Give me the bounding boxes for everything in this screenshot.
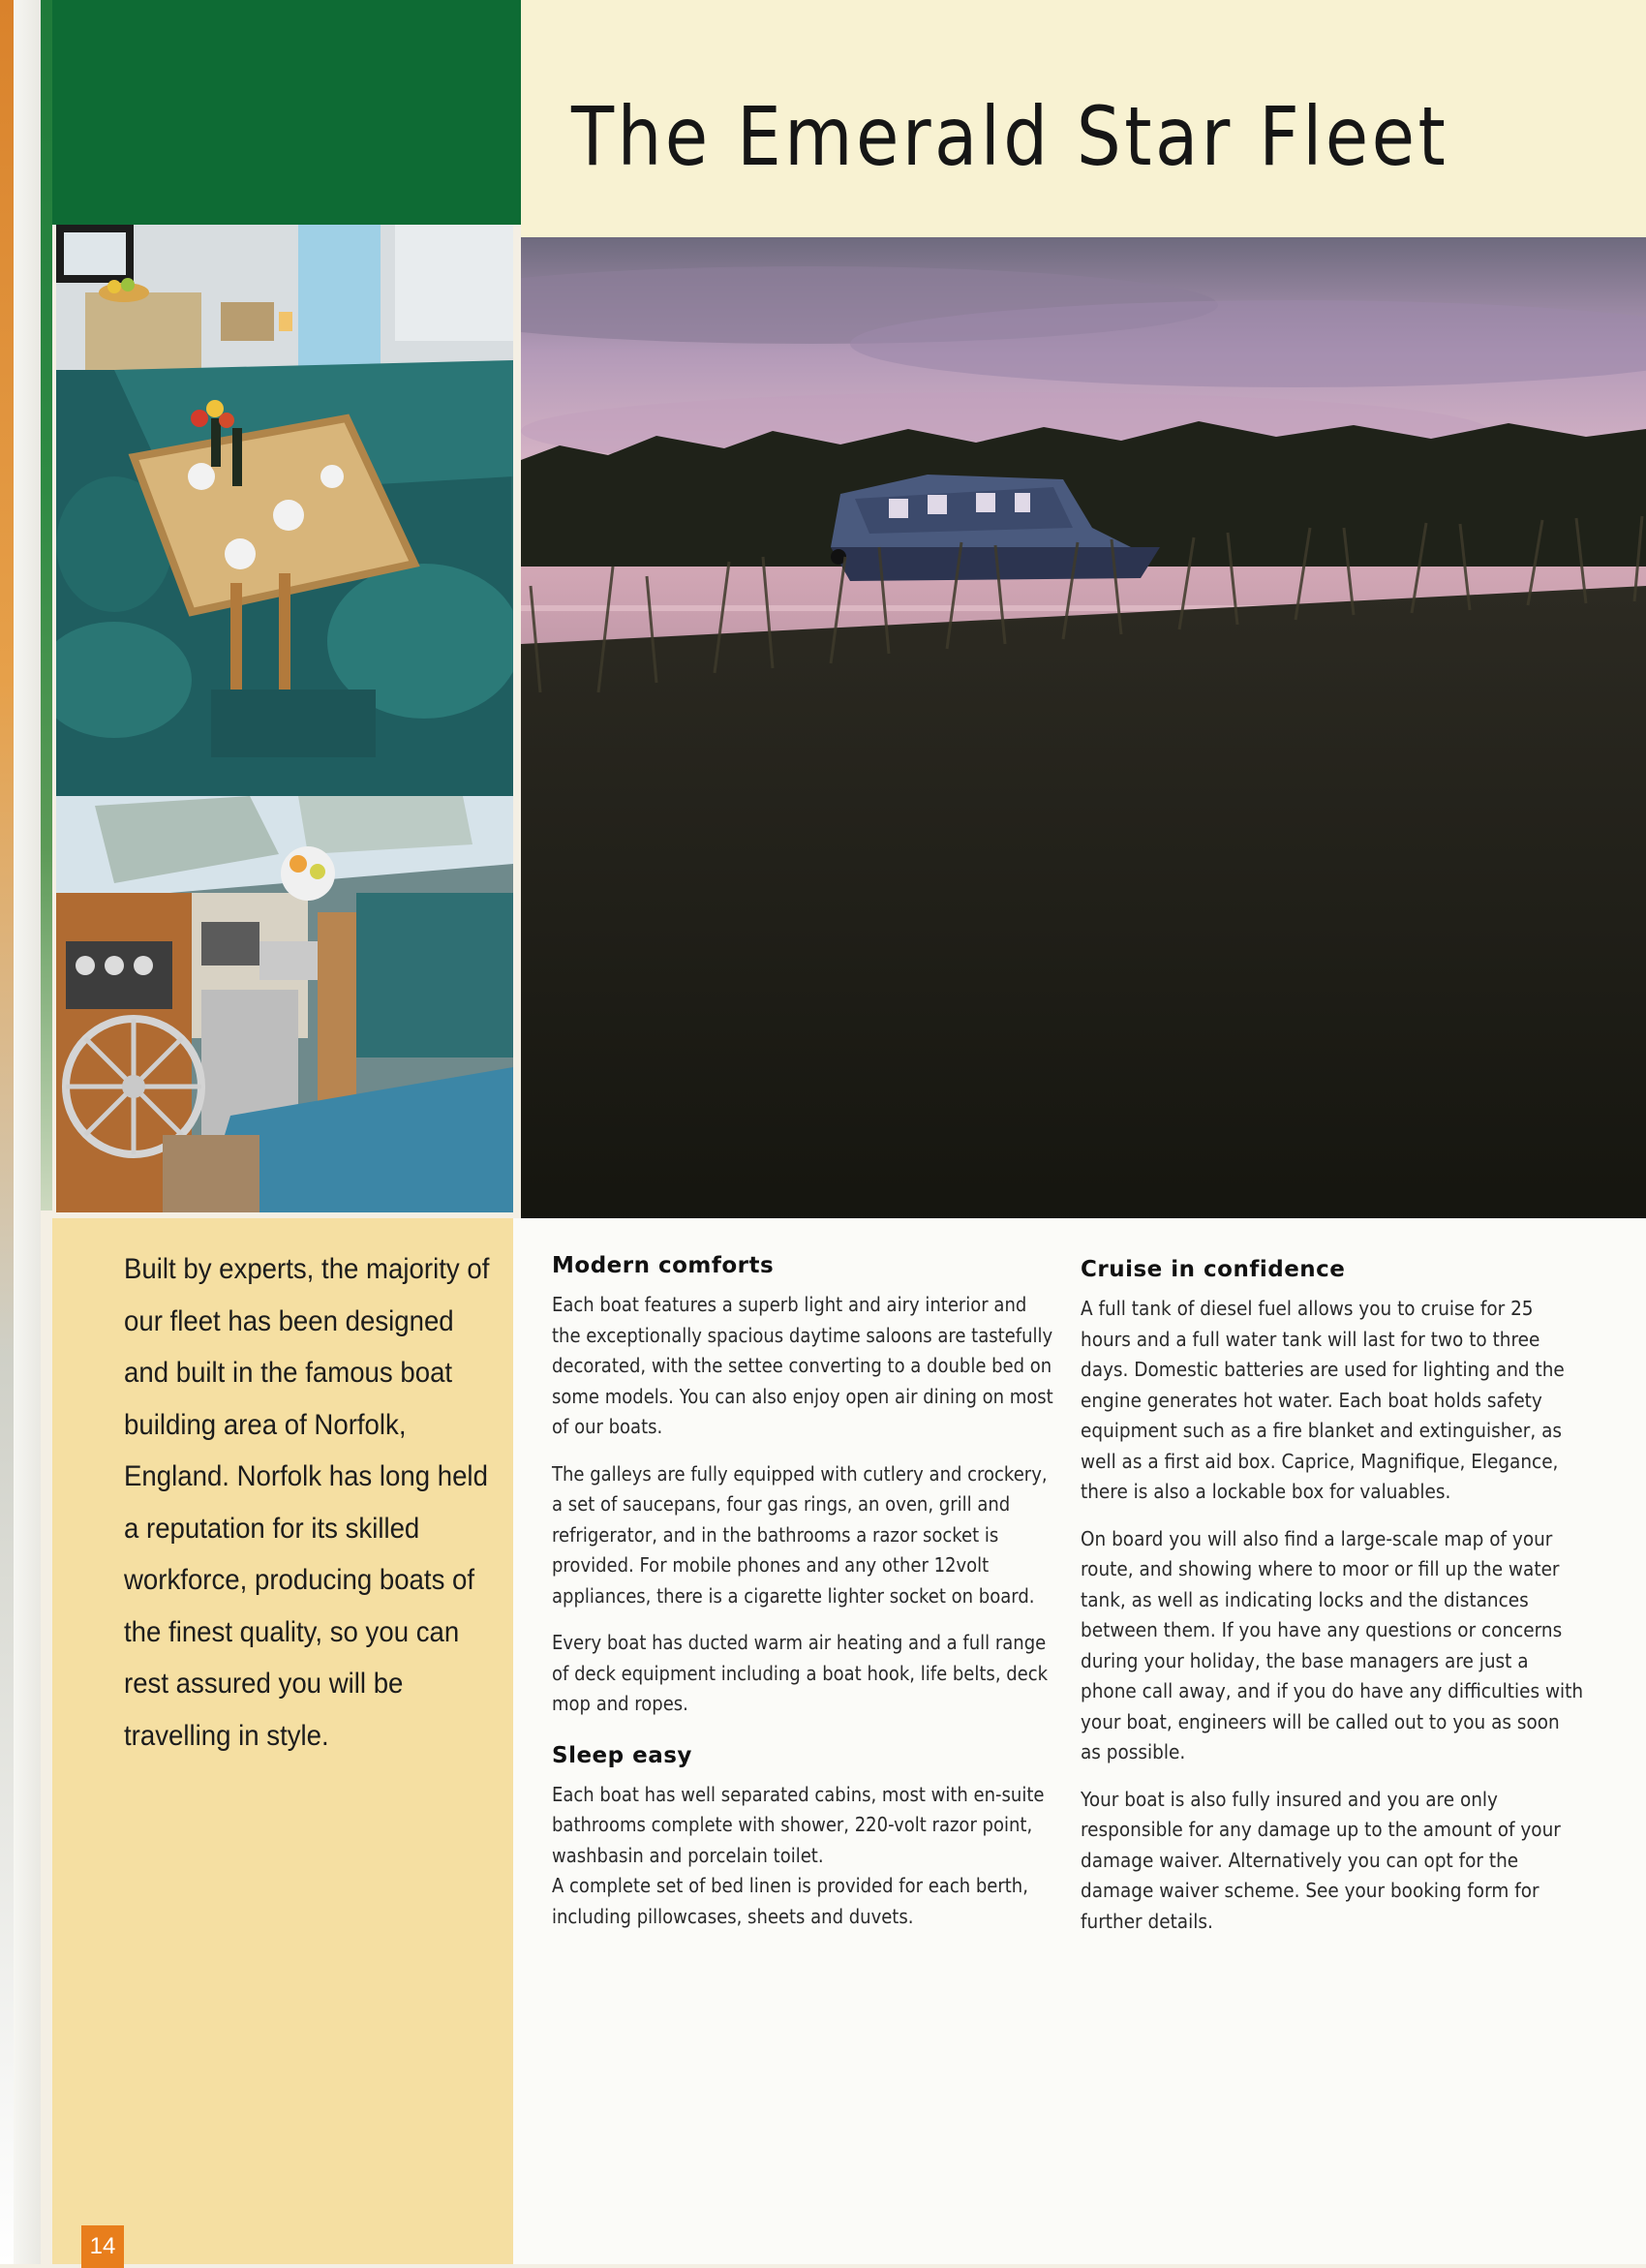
modern-comforts-paragraph-1: Each boat features a superb light and airy interior and the exceptionally spacious daytime saloons are tastefully decorated, with the settee converting to a double bed on some models. You can also enjoy open air dining on most of our boats.: [552, 1293, 1053, 1438]
page-number: 14: [81, 2225, 124, 2268]
brand-color-block: [52, 0, 521, 225]
modern-comforts-heading: Modern comforts: [552, 1253, 775, 1278]
body-column-1: [552, 1253, 1055, 1932]
binding-edge-orange: [0, 0, 14, 2264]
cruise-in-confidence-paragraph-3: Your boat is also fully insured and you are only responsible for any damage up to the amount of your damage waiver. Alternatively you can opt for the damage waiver scheme. See your booking form for further details.: [1081, 1787, 1561, 1933]
sleep-easy-heading: Sleep easy: [552, 1742, 692, 1768]
intro-panel: [52, 1218, 513, 2264]
sleep-easy-text: [552, 1780, 1055, 1933]
saloon-interior-photo: [56, 225, 513, 796]
binding-edge-green: [41, 0, 52, 1211]
sleep-easy-paragraph-2: A complete set of bed linen is provided for each berth, including pillowcases, sheets and duvets.: [552, 1874, 1028, 1928]
helm-and-galley-photo: [56, 796, 513, 1212]
binding-edge-white: [14, 0, 41, 2264]
cruise-in-confidence-paragraph-1: A full tank of diesel fuel allows you to cruise for 25 hours and a full water tank will last for two to three days. Domestic batteries are used for lighting and the engine generates hot water. Each boat holds safety equipment such as a fire blanket and extinguisher, as well as a first aid box. Caprice, Magnifique, Elegance, there is also a lockable box for valuables.: [1081, 1297, 1565, 1503]
sleep-easy-paragraph-1: Each boat has well separated cabins, most with en-suite bathrooms complete with shower, 220-volt razor point, washbasin and porcelain toilet.: [552, 1782, 1045, 1867]
page-title: The Emerald Star Fleet: [571, 89, 1449, 184]
modern-comforts-paragraph-3: Every boat has ducted warm air heating and a full range of deck equipment including a boat hook, life belts, deck mop and ropes.: [552, 1631, 1049, 1715]
cruise-in-confidence-paragraph-2: On board you will also find a large-scale map of your route, and showing where to moor or fill up the water tank, as well as indicating locks and the distances between them. If you have any questions or concerns during your holiday, the base managers are just a phone call away, and if you do have any difficulties with your boat, engineers will be called out to you as soon as possible.: [1081, 1526, 1584, 1763]
boat-at-sunset-photo: [521, 237, 1646, 1227]
modern-comforts-paragraph-2: The galleys are fully equipped with cutlery and crockery, a set of saucepans, four gas rings, an oven, grill and refrigerator, and in the bathrooms a razor socket is provided. For mobile phones and any other 12volt appliances, there is a cigarette lighter socket on board.: [552, 1461, 1048, 1608]
cruise-in-confidence-heading: Cruise in confidence: [1081, 1257, 1346, 1282]
body-column-2: [1081, 1257, 1586, 1953]
intro-text: Built by experts, the majority of our fleet has been designed and built in the famous boat building area of Norfolk, England. Norfolk has long held a reputation for its skilled workforce, producing boats of the finest quality, so you can rest assured you will be travelling in style.: [124, 1253, 490, 1752]
